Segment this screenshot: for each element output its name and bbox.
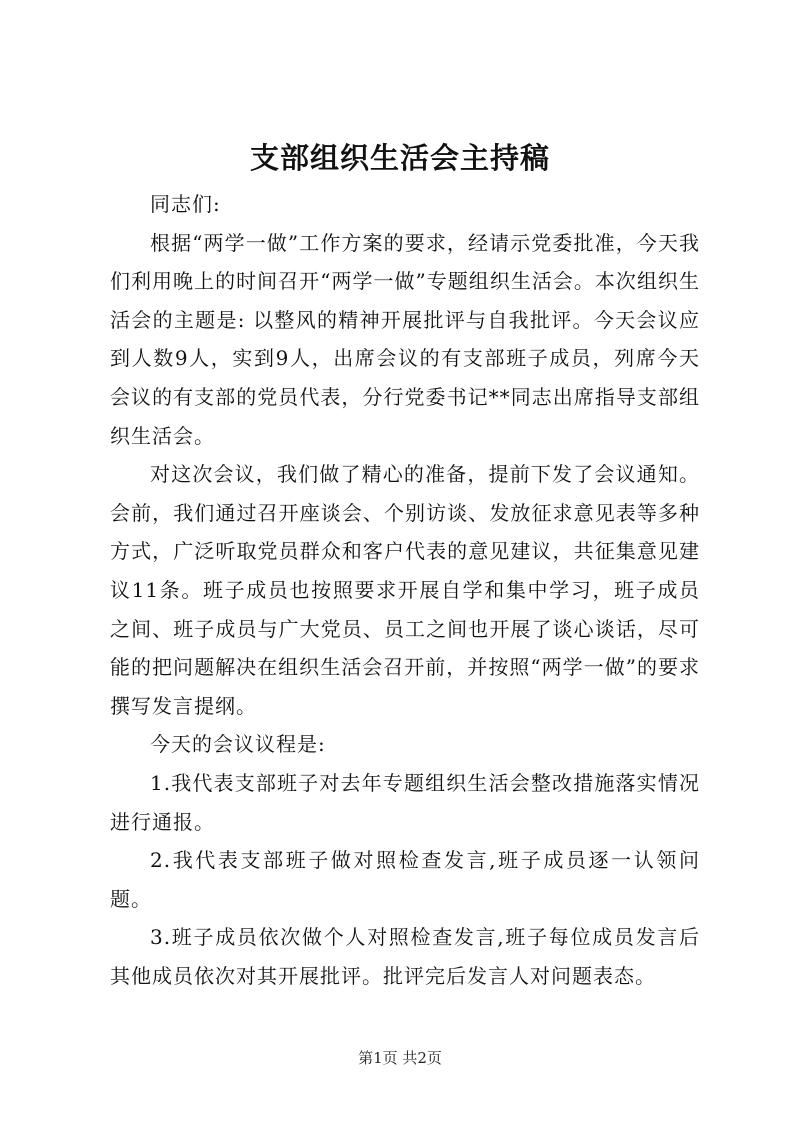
document-title: 支部组织生活会主持稿 <box>249 141 550 175</box>
body-paragraph: 对这次会议，我们做了精心的准备，提前下发了会议通知。会前，我们通过召开座谈会、个别访谈、发放征求意见表等多种方式，广泛听取党员群众和客户代表的意见建议，共征集意见建议11条。班子成员也按照要求开展自学和集中学习，班子成员之间、班子成员与广大党员、员工之间也开展了谈心谈话，尽可能的把问题解决在组织生活会召开前，并按照“两学一做”的要求撰写发言提纲。 <box>110 462 700 718</box>
agenda-item: 2.我代表支部班子做对照检查发言,班子成员逐一认领问题。 <box>110 848 700 911</box>
agenda-heading: 今天的会议议程是: <box>150 732 326 757</box>
agenda-item: 3.班子成员依次做个人对照检查发言,班子每位成员发言后其他成员依次对其开展批评。批评完后发言人对问题表态。 <box>110 925 700 988</box>
document-body <box>110 185 700 995</box>
body-paragraph: 根据“两学一做”工作方案的要求，经请示党委批准，今天我们利用晚上的时间召开“两学一做”专题组织生活会。本次组织生活会的主题是: 以整风的精神开展批评与自我批评。今天会议应到人数9人，实到9人，出席会议的有支部班子成员，列席今天会议的有支部的党员代表，分行党委书记**同志出席指导支部组织生活会。 <box>110 230 700 448</box>
page-number-footer: 第1页 共2页 <box>358 1049 442 1067</box>
agenda-item: 1.我代表支部班子对去年专题组织生活会整改措施落实情况进行通报。 <box>110 770 700 834</box>
salutation-paragraph: 同志们: <box>150 192 221 216</box>
